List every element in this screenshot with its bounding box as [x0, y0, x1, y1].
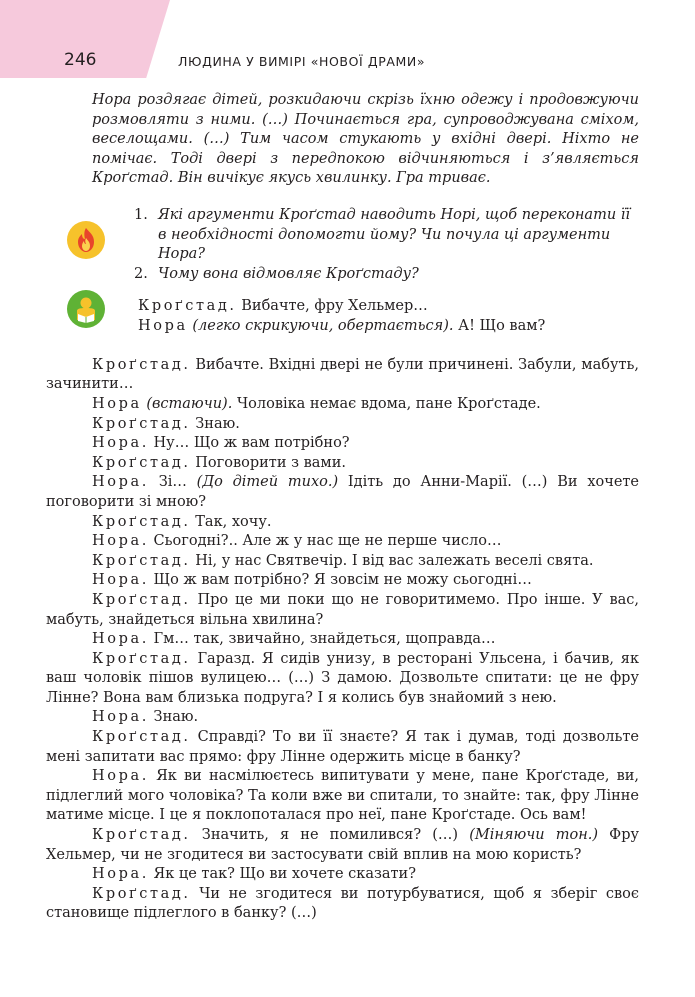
- speaker-name: Нора.: [92, 768, 149, 785]
- question-text: Які аргументи Кроґстад наводить Норі, щоб переконати її в необхідності допомогти йому? Чи почула ці аргументи Нора?: [158, 207, 631, 262]
- line-text: Сьогодні?.. Але ж у нас ще не перше число…: [153, 533, 502, 550]
- dialogue-line: [46, 513, 639, 533]
- dialogue-line: [46, 415, 639, 435]
- line-text: Чоловіка немає вдома, пане Кроґстаде.: [236, 395, 541, 412]
- question-item: [134, 265, 634, 285]
- dialogue-line: [46, 395, 639, 415]
- page-number: 246: [64, 50, 97, 70]
- questions-list: [134, 206, 634, 284]
- dialogue-line: [46, 454, 639, 474]
- stage-remark: (Міняючи тон.): [469, 827, 599, 844]
- speaker-name: Нора.: [92, 474, 149, 491]
- dialogue-line: [46, 728, 639, 767]
- dialogue-line: [92, 297, 639, 317]
- line-text: Як це так? Що ви хочете сказати?: [153, 866, 416, 883]
- dialogue-line: [46, 826, 639, 865]
- line-text: Гаразд. Я сидів унизу, в ресторані Ульсена, і бачив, як ваш чоловік пішов вулицею… (…) З дамою. Дозвольте спитати: це не фру Лінне? Вона вам близька подруга? І я колись був знайомий з нею.: [46, 650, 640, 706]
- line-text: Знаю.: [195, 415, 240, 432]
- line-text: Вибачте, фру Хельмер…: [241, 298, 428, 314]
- speaker-name: Нора.: [92, 709, 149, 726]
- dialogue-line: [46, 650, 639, 709]
- speaker-name: Нора: [92, 395, 142, 412]
- dialogue-line: [46, 591, 639, 630]
- line-text: Фру Хельмер, чи не згодитеся ви застосувати свій вплив на мою користь?: [46, 827, 640, 863]
- fire-icon: [67, 221, 105, 259]
- question-number: 2.: [134, 265, 148, 282]
- line-text: Зі…: [158, 474, 187, 491]
- dialogue-line: [46, 552, 639, 572]
- line-text: Що ж вам потрібно? Я зовсім не можу сьогодні…: [153, 572, 532, 589]
- dialogue-line: [46, 336, 639, 395]
- dialogue: [46, 297, 640, 924]
- dialogue-line: [92, 317, 639, 337]
- speaker-name: Кроґстад.: [92, 415, 191, 432]
- line-text: Гм… так, звичайно, знайдеться, щоправда…: [153, 631, 496, 648]
- speaker-name: Кроґстад.: [92, 827, 191, 844]
- dialogue-line: [46, 885, 639, 924]
- line-text: Так, хочу.: [195, 513, 272, 530]
- speaker-name: Нора.: [92, 572, 149, 589]
- dialogue-line: [46, 767, 639, 826]
- speaker-name: Нора.: [92, 631, 149, 648]
- speaker-name: Кроґстад.: [92, 650, 191, 667]
- line-text: Чи не згодитеся ви потурбуватися, щоб я зберіг своє становище підлеглого в банку? (…): [46, 885, 639, 922]
- line-text: Поговорити з вами.: [195, 454, 346, 471]
- stage-direction-intro: Нора роздягає дітей, розкидаючи скрізь їхню одежу і продовжуючи розмовляти з ними. (…) Починається гра, супроводжувана сміхом, веселощами. (…) Тим часом стукають у вхідні двері. Ніхто не помічає. Тоді двері з передпокою відчиняються і з’являється Кроґстад. Він вичікує якусь хвилинку. Гра триває.: [92, 92, 639, 186]
- line-text: Вибачте. Вхідні двері не були причинені. Забули, мабуть, зачинити…: [46, 356, 640, 393]
- speaker-name: Нора.: [92, 866, 149, 883]
- speaker-name: Кроґстад.: [92, 454, 191, 471]
- dialogue-line: [46, 630, 639, 650]
- question-number: 1.: [134, 207, 148, 223]
- dialogue-line: [46, 473, 639, 512]
- dialogue-line: [46, 708, 639, 728]
- dialogue-line: [46, 532, 639, 552]
- line-text: Значить, я не помилився? (…): [201, 827, 459, 844]
- line-text: Ні, у нас Святвечір. І від вас залежать веселі свята.: [195, 552, 594, 569]
- line-text: Як ви насмілюєтесь випитувати у мене, пане Кроґстаде, ви, підлеглий мого чоловіка? Та коли вже ви спитали, то знайте: так, фру Лінне матиме місце. І це я поклопоталася про неї, пане Кроґстаде. Ось вам!: [46, 768, 640, 824]
- speaker-name: Кроґстад.: [92, 729, 191, 746]
- dialogue-body: [46, 395, 639, 924]
- line-text: А! Що вам?: [458, 317, 546, 334]
- stage-remark: (встаючи).: [146, 395, 233, 412]
- line-text: Про це ми поки що не говоритимемо. Про інше. У вас, мабуть, знайдеться вільна хвилина?: [46, 591, 640, 628]
- speaker-name: Нора.: [92, 533, 149, 550]
- dialogue-line: [46, 434, 639, 454]
- speaker-name: Кроґстад.: [92, 513, 191, 530]
- speaker-name: Нора: [138, 317, 188, 334]
- line-text: Знаю.: [153, 709, 199, 726]
- question-item: [134, 206, 634, 265]
- line-text: Ну… Що ж вам потрібно?: [153, 435, 350, 452]
- speaker-name: Кроґстад.: [138, 298, 237, 314]
- speaker-name: Кроґстад.: [92, 552, 191, 569]
- line-text: Справді? То ви її знаєте? Я так і думав, тоді дозвольте мені запитати вас прямо: фру Лінне одержить місце в банку?: [46, 729, 640, 765]
- line-text: Ідіть до Анни-Марії. (…) Ви хочете поговорити зі мною?: [46, 474, 640, 510]
- stage-remark: (До дітей тихо.): [196, 474, 339, 491]
- dialogue-line: [46, 571, 639, 591]
- stage-remark: (легко скрикуючи, обертається).: [192, 317, 454, 334]
- speaker-name: Кроґстад.: [92, 885, 191, 902]
- speaker-name: Кроґстад.: [92, 591, 191, 608]
- question-text: Чому вона відмовляє Кроґстаду?: [158, 265, 419, 282]
- dialogue-line: [46, 865, 639, 885]
- running-head: ЛЮДИНА У ВИМІРІ «НОВОЇ ДРАМИ»: [178, 54, 426, 69]
- speaker-name: Кроґстад.: [92, 356, 191, 373]
- speaker-name: Нора.: [92, 435, 149, 452]
